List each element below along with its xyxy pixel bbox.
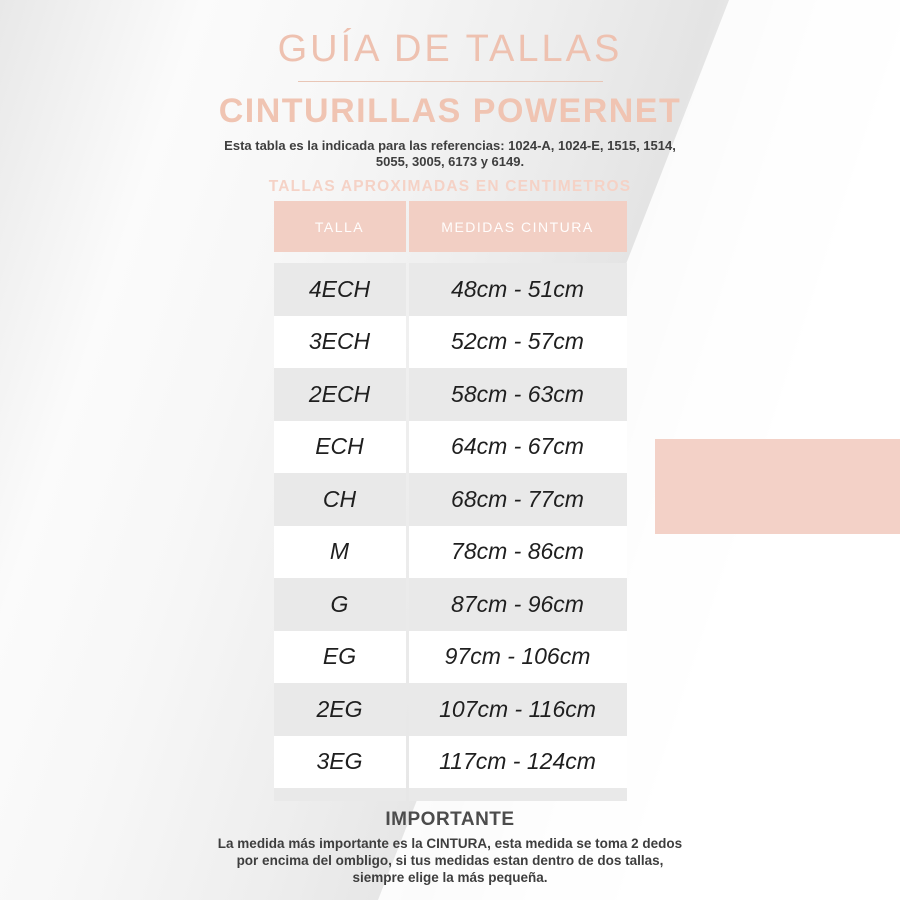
medidas-cell: 117cm - 124cm: [409, 736, 627, 789]
medidas-cell: 78cm - 86cm: [409, 526, 627, 579]
talla-cell: 3EG: [274, 736, 406, 789]
talla-cell: 3ECH: [274, 316, 406, 369]
page-subtitle: CINTURILLAS POWERNET: [218, 92, 682, 130]
table-row: [274, 526, 627, 579]
table-row: [274, 683, 627, 736]
talla-cell-partial: [274, 788, 406, 801]
talla-cell: G: [274, 578, 406, 631]
important-text: La medida más importante es la CINTURA, esta medida se toma 2 dedos por encima del ombligo, si tus medidas estan dentro de dos tallas, siempre elige la más pequeña.: [217, 836, 683, 885]
table-row: [274, 631, 627, 684]
units-label: TALLAS APROXIMADAS EN CENTIMETROS: [268, 178, 632, 195]
column-header-medidas-cintura: MEDIDAS CINTURA: [409, 201, 627, 252]
table-row: [274, 263, 627, 316]
column-header-talla: TALLA: [274, 201, 406, 252]
medidas-cell-partial: [409, 788, 627, 801]
table-row: [274, 736, 627, 789]
medidas-cell: 87cm - 96cm: [409, 578, 627, 631]
reference-note: Esta tabla es la indicada para las referencias: 1024-A, 1024-E, 1515, 1514, 5055, 3005, 6173 y 6149.: [224, 138, 676, 169]
talla-cell: ECH: [274, 421, 406, 474]
medidas-cell: 52cm - 57cm: [409, 316, 627, 369]
table-row-partial: [274, 788, 627, 801]
talla-cell: EG: [274, 631, 406, 684]
talla-cell: M: [274, 526, 406, 579]
table-row: [274, 316, 627, 369]
talla-cell: 2EG: [274, 683, 406, 736]
talla-cell: 4ECH: [274, 263, 406, 316]
table-row: [274, 368, 627, 421]
title-divider: [298, 81, 603, 82]
medidas-cell: 97cm - 106cm: [409, 631, 627, 684]
table-header-row: [274, 201, 627, 252]
table-row: [274, 421, 627, 474]
important-heading: IMPORTANTE: [385, 809, 515, 830]
table-row: [274, 578, 627, 631]
table-row: [274, 473, 627, 526]
size-table: [274, 201, 627, 801]
medidas-cell: 48cm - 51cm: [409, 263, 627, 316]
page-title: GUÍA DE TALLAS: [277, 28, 623, 70]
medidas-cell: 107cm - 116cm: [409, 683, 627, 736]
medidas-cell: 68cm - 77cm: [409, 473, 627, 526]
talla-cell: 2ECH: [274, 368, 406, 421]
talla-cell: CH: [274, 473, 406, 526]
table-body: [274, 263, 627, 801]
medidas-cell: 58cm - 63cm: [409, 368, 627, 421]
medidas-cell: 64cm - 67cm: [409, 421, 627, 474]
